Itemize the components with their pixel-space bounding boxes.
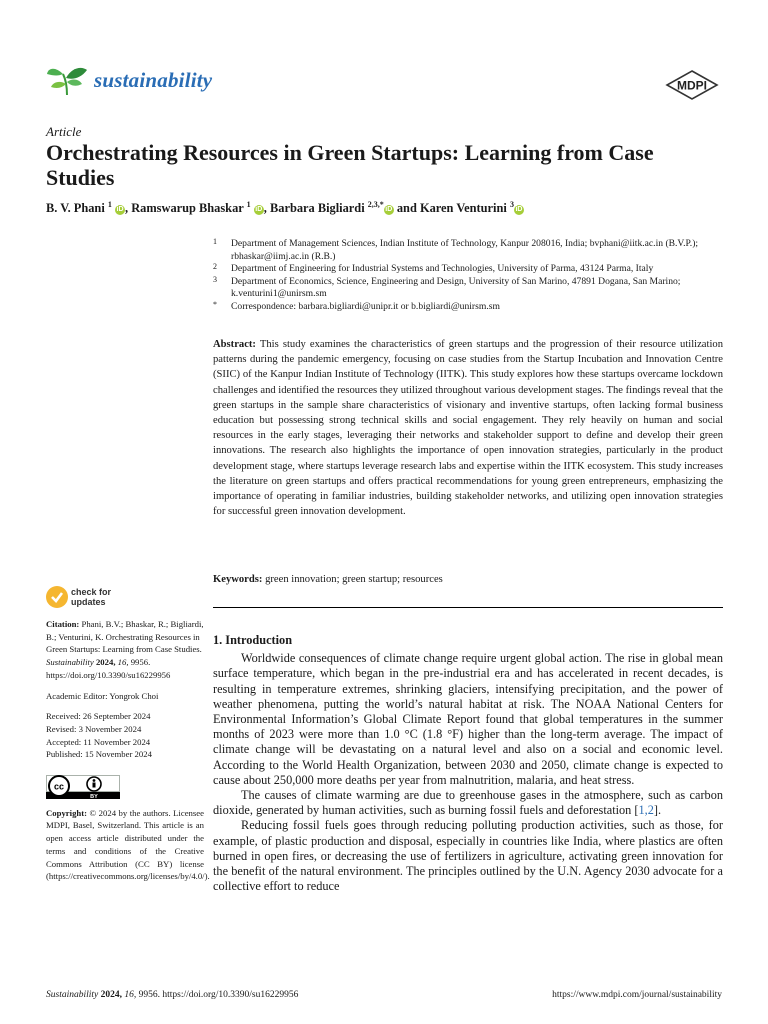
author-affil-sup: 3: [509, 200, 514, 209]
footer-journal-url[interactable]: https://www.mdpi.com/journal/sustainability: [552, 990, 722, 1000]
mdpi-logo: [663, 70, 721, 100]
author-name[interactable]: Karen Venturini: [419, 201, 507, 216]
author-name[interactable]: Ramswarup Bhaskar: [131, 201, 244, 216]
affiliation-item: [213, 238, 728, 263]
mdpi-label: MDPI: [677, 78, 707, 93]
section-divider: [213, 607, 723, 608]
citation-block: [46, 618, 204, 682]
affiliation-text: Department of Engineering for Industrial Systems and Technologies, University of Parma, 43124 Parma, Italy: [231, 263, 654, 275]
author-name[interactable]: B. V. Phani: [46, 201, 105, 216]
author-name[interactable]: Barbara Bigliardi: [269, 201, 365, 216]
paragraph: Reducing fossil fuels goes through reducing polluting production activities, such as those, for example, of plastic production and disposal, especially in countries like India, where plastics are often burned in open fires, or decreasing the use of fertilizers in agriculture, activating green innovation for the benefit of the natural environment. The principles outlined by the U.N. Agency 2030 advocate for a collective effort to reduce: [213, 818, 723, 894]
cc-by-license-icon[interactable]: [46, 775, 120, 799]
affiliation-text: Correspondence: barbara.bigliardi@unipr.it or b.bigliardi@unirsm.sm: [231, 300, 500, 312]
orcid-icon[interactable]: iD: [255, 206, 263, 214]
citation-volume: 16,: [117, 657, 129, 668]
main-body: [213, 633, 723, 894]
footer-citation: Sustainability 2024, 16, 9956. https://doi.org/10.3390/su16229956: [46, 990, 299, 1000]
svg-text:BY: BY: [90, 794, 98, 800]
abstract-text: This study examines the characteristics of green startups and the progression of their resource utilization patterns during the pandemic emergency, focusing on case studies from the Startup Incubation and Innovation Centre (SIIC) of the Kanpur Indian Institute of Technology (IITK). This study explores how these startups overcame lockdown challenges and identified the resources they utilized throughout various development stages. The findings reveal that the green startups in the sample share characteristics of visionary and inventive startups, often lacking formal business education but possessing strong technical skills and social engagement. They rely heavily on human and social resources in the early stages, leveraging their networks and stakeholder support to define and develop their green innovations. The research also highlights the importance of open innovation strategies, particularly in the product development stage, where startups leverage research labs and expertise within the IITK ecosystem. This study increases the literature on green startups and offers practical recommendations for young green entrepreneurs, emphasizing the importance of operating in familiar industries, building stakeholder networks, and utilizing open innovation strategies for successful green innovation development.: [213, 339, 723, 518]
check-for-updates-button[interactable]: [46, 586, 204, 612]
paragraph: Worldwide consequences of climate change require urgent global action. The rise in global mean surface temperature, which began in the pre-industrial era and has accelerated in recent decades, is resulting in temperature extremes, shrinking glaciers, intensifying precipitation, and the power of weather phenomena, putting the world’s natural habitat at risk. The NOAA National Centers for Environmental Information’s Global Climate Report found that global temperatures in the summer months of 2023 were more than 1.0 °C (1.8 °F) higher than the long-term average. The impact of climate change will be devastating on a natural level and also on a social and economic level. According to the World Health Organization, between 2030 and 2050, climate change is expected to cause about 250,000 more deaths per year from malnutrition, malaria, and heat stress.: [213, 651, 723, 787]
orcid-icon[interactable]: iD: [385, 206, 393, 214]
article-type: Article: [46, 124, 82, 139]
check-updates-label: check for updates: [71, 587, 112, 607]
citation-year: 2024,: [95, 657, 116, 668]
copyright-block: [46, 807, 210, 883]
author-affil-sup: 1: [107, 200, 112, 209]
section-heading: 1. Introduction: [213, 633, 293, 647]
sidebar: [46, 586, 210, 883]
copyright-text: © 2024 by the authors. Licensee MDPI, Basel, Switzerland. This article is an open access article distributed under the terms and conditions of the Creative Commons Attribution (CC BY) license (https://creativecommons.org/licenses/by/4.0/).: [46, 807, 210, 882]
author-affil-sup: 1: [246, 200, 251, 209]
citation-doi-link[interactable]: 9956. https://doi.org/10.3390/su16229956: [46, 657, 171, 680]
affiliation-text: Department of Management Sciences, Indian Institute of Technology, Kanpur 208016, India; bvphani@iitk.ac.in (B.V.P.); rbhaskar@iimj.ac.in (R.B.): [231, 238, 699, 262]
citation-text: Phani, B.V.; Bhaskar, R.; Bigliardi, B.; Venturini, K. Orchestrating Resources in Green Startups: Learning from Case Studies.: [46, 619, 204, 655]
citation-label: Citation:: [46, 619, 80, 629]
journal-leaf-logo: [46, 62, 88, 96]
keywords-label: Keywords:: [213, 574, 263, 585]
published-date: Published: 15 November 2024: [46, 749, 152, 760]
affiliations: [213, 238, 728, 314]
svg-text:cc: cc: [53, 781, 65, 792]
citation-link[interactable]: 1,2: [638, 803, 654, 818]
received-date: Received: 26 September 2024: [46, 711, 151, 722]
paragraph: The causes of climate warming are due to greenhouse gases in the atmosphere, such as carbon dioxide, generated by human activities, such as burning fossil fuels and deforestation [1,2].: [213, 788, 723, 818]
orcid-icon[interactable]: iD: [515, 206, 523, 214]
affiliation-text: Department of Economics, Science, Engineering and Design, University of San Marino, 47891 Dogana, San Marino; k.venturini1@unirsm.sm: [231, 275, 681, 300]
author-affil-sup: 2,3,*: [367, 200, 384, 209]
page-footer: [46, 990, 722, 1000]
affiliation-number: *: [213, 299, 217, 309]
academic-editor: Academic Editor: Yongrok Choi: [46, 690, 159, 701]
footer-doi-link[interactable]: 9956. https://doi.org/10.3390/su16229956: [138, 990, 299, 1000]
keywords-text: green innovation; green startup; resources: [265, 574, 443, 585]
dates-block: [46, 710, 204, 761]
check-updates-icon: [46, 586, 68, 608]
affiliation-item: [213, 301, 728, 314]
revised-date: Revised: 3 November 2024: [46, 723, 142, 734]
keywords: [213, 574, 723, 585]
affiliation-number: 3: [213, 274, 217, 284]
affiliation-item: [213, 263, 728, 276]
journal-name: sustainability: [94, 68, 213, 92]
orcid-icon[interactable]: iD: [116, 206, 124, 214]
affiliation-number: 2: [213, 262, 217, 272]
affiliation-number: 1: [213, 237, 217, 246]
abstract-label: Abstract:: [213, 339, 256, 350]
author-list: B. V. Phani $^1$ iD , Ramswarup Bhaskar $^1$ iD , Barbara Bigliardi $^{2,3,*}$iD and Karen Venturini $^3$iD: [46, 200, 523, 216]
citation-journal: Sustainability: [46, 657, 94, 668]
copyright-label: Copyright:: [46, 807, 88, 818]
accepted-date: Accepted: 11 November 2024: [46, 736, 151, 747]
abstract: [213, 337, 723, 519]
author-and: and: [396, 201, 417, 216]
article-title: Orchestrating Resources in Green Startups: Learning from Case Studies: [46, 140, 654, 190]
affiliation-item: [213, 276, 728, 301]
